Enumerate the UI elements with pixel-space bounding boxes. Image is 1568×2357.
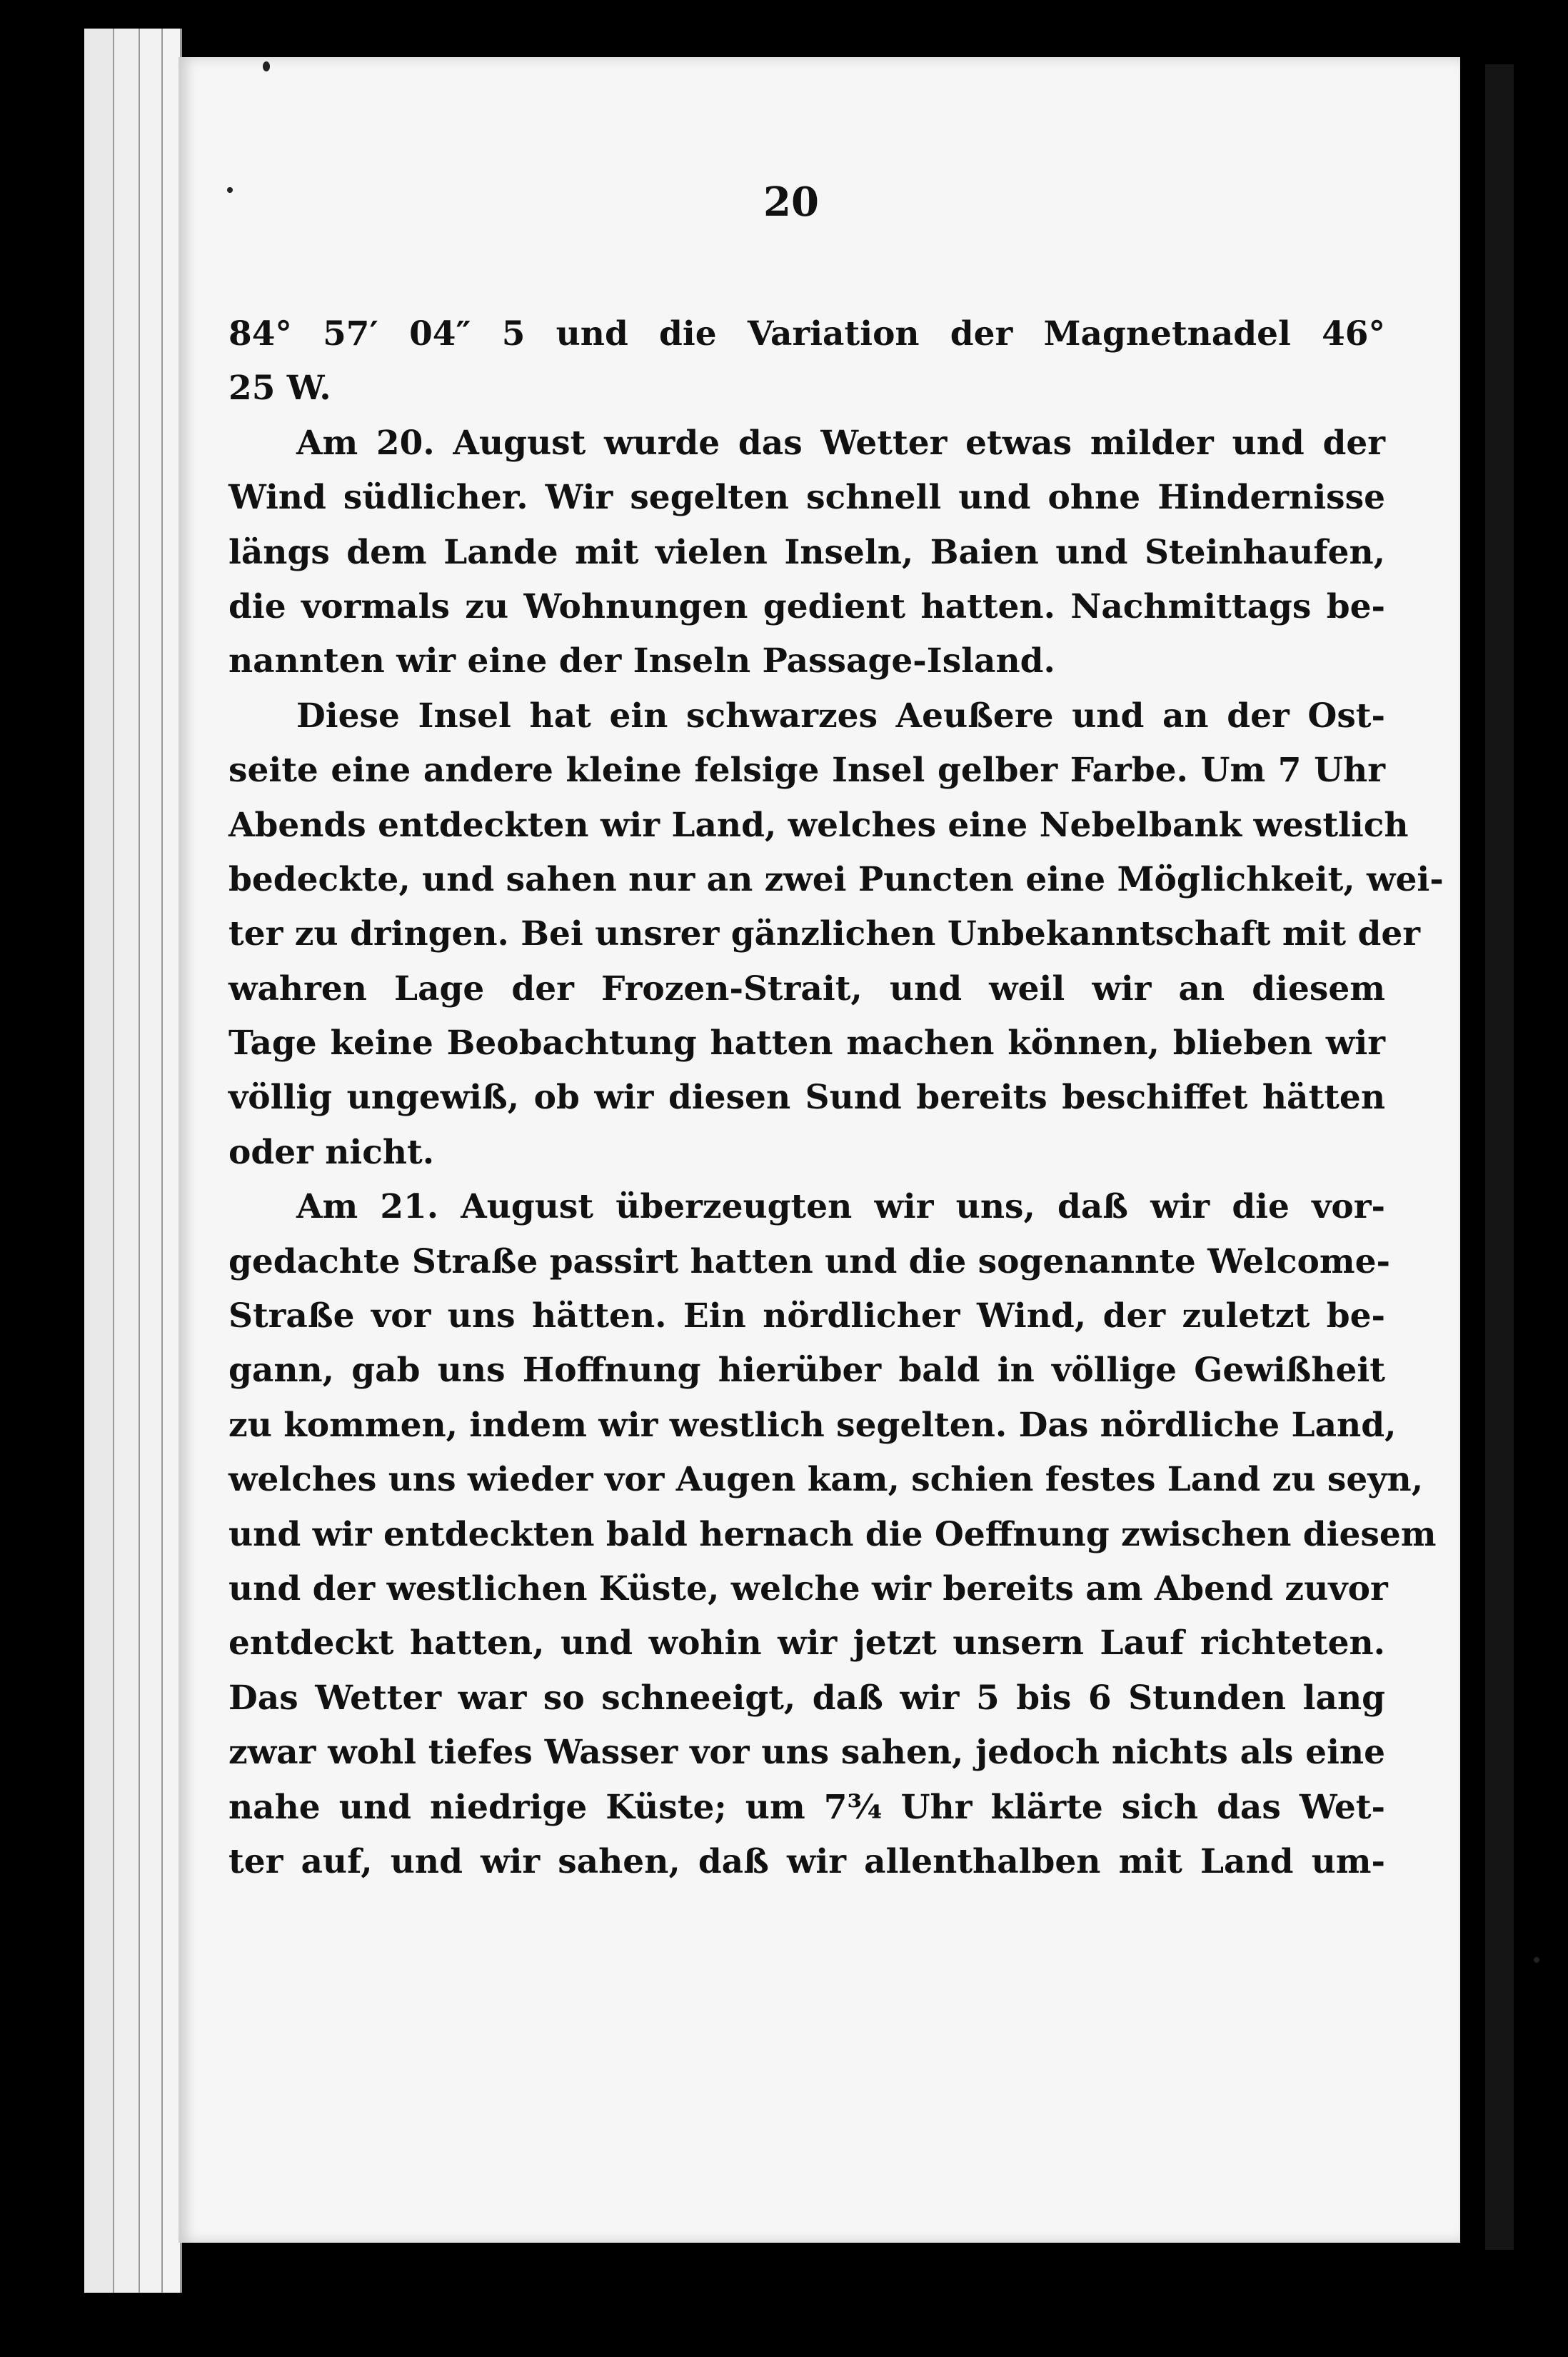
text-line: und der westlichen Küste, welche wir bereits am Abend zuvor — [228, 1568, 1388, 1608]
text-line: und wir entdeckten bald hernach die Oeffnung zwischen diesem — [228, 1514, 1437, 1554]
text-line: nannten wir eine der Inseln Passage-Island. — [228, 641, 1055, 681]
text-line: längs dem Lande mit vielen Inseln, Baien und Steinhaufen, — [228, 532, 1385, 572]
text-line: wahren Lage der Frozen-Strait, und weil wir an diesem — [228, 969, 1385, 1009]
text-line: ter zu dringen. Bei unsrer gänzlichen Unbekanntschaft mit der — [228, 914, 1421, 954]
text-line: Am 21. August überzeugten wir uns, daß wir die vor- — [296, 1187, 1385, 1227]
text-line: Das Wetter war so schneeigt, daß wir 5 bis 6 Stunden lang — [228, 1678, 1385, 1718]
page-edge — [140, 29, 164, 2293]
text-line: nahe und niedrige Küste; um 7¾ Uhr klärte sich das Wet- — [228, 1787, 1385, 1827]
page-edge — [84, 29, 115, 2293]
text-line: zu kommen, indem wir westlich segelten. Das nördliche Land, — [228, 1405, 1397, 1445]
scan-speck — [1534, 1957, 1539, 1963]
text-line: völlig ungewiß, ob wir diesen Sund bereits beschiffet hätten — [228, 1078, 1385, 1118]
text-line: Wind südlicher. Wir segelten schnell und ohne Hindernisse — [228, 478, 1385, 518]
text-line: welches uns wieder vor Augen kam, schien festes Land zu seyn, — [228, 1460, 1424, 1500]
next-page-edge — [1485, 64, 1514, 2250]
text-line: Abends entdeckten wir Land, welches eine Nebelbank westlich — [228, 805, 1409, 845]
text-line: gann, gab uns Hoffnung hierüber bald in völlige Gewißheit — [228, 1351, 1385, 1391]
text-line: Am 20. August wurde das Wetter etwas milder und der — [296, 423, 1385, 463]
text-line: Tage keine Beobachtung hatten machen können, blieben wir — [228, 1024, 1385, 1064]
text-line: zwar wohl tiefes Wasser vor uns sahen, jedoch nichts als eine — [228, 1733, 1385, 1773]
text-line: 25 W. — [228, 369, 331, 409]
scan-speck — [263, 61, 270, 71]
text-line: Straße vor uns hätten. Ein nördlicher Wind, der zuletzt be- — [228, 1296, 1385, 1336]
text-line: ter auf, und wir sahen, daß wir allenthalben mit Land um- — [228, 1841, 1385, 1881]
text-line: Diese Insel hat ein schwarzes Aeußere und an der Ost- — [296, 696, 1385, 736]
text-line: entdeckt hatten, und wohin wir jetzt unsern Lauf richteten. — [228, 1623, 1385, 1663]
page-edge — [114, 29, 141, 2293]
text-line: die vormals zu Wohnungen gedient hatten. Nachmittags be- — [228, 586, 1385, 626]
body-text — [228, 307, 1444, 1889]
text-line: seite eine andere kleine felsige Insel gelber Farbe. Um 7 Uhr — [228, 751, 1385, 791]
text-line: oder nicht. — [228, 1132, 435, 1172]
text-line: 84° 57′ 04″ 5 und die Variation der Magnetnadel 46° — [228, 314, 1385, 354]
text-line: bedeckte, und sahen nur an zwei Puncten eine Möglichkeit, wei- — [228, 859, 1444, 899]
page-number: 20 — [763, 179, 819, 226]
text-line: gedachte Straße passirt hatten und die sogenannte Welcome- — [228, 1241, 1390, 1281]
